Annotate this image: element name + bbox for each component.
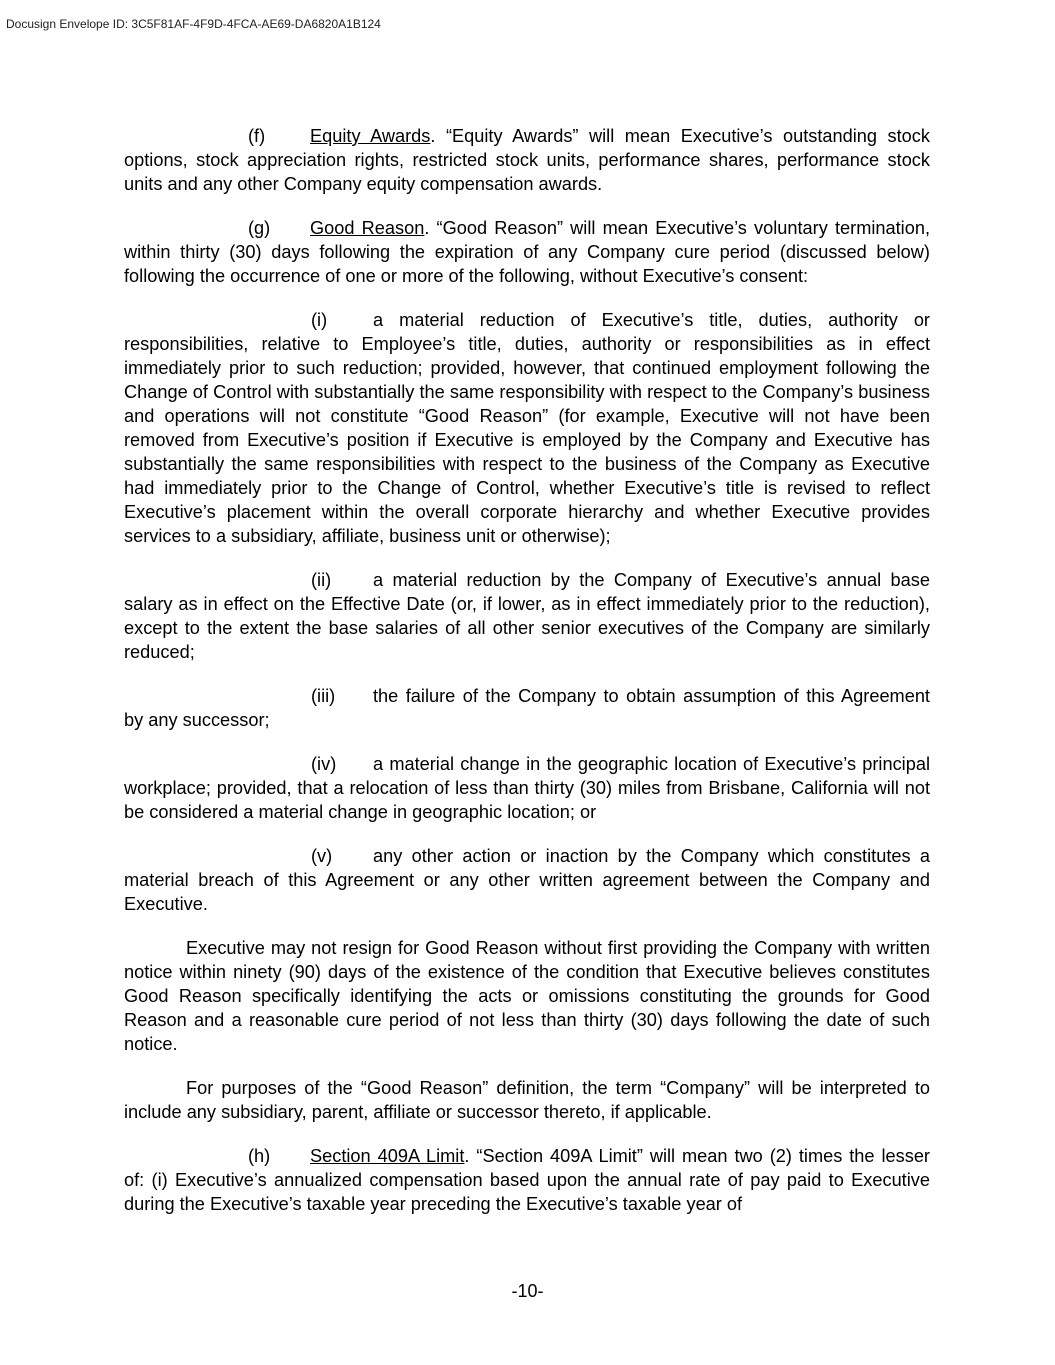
section-label: (h) <box>248 1146 271 1166</box>
section-heading: Equity Awards <box>310 126 431 146</box>
section-label: (f) <box>248 126 266 146</box>
document-body <box>124 124 930 1236</box>
section-text: . “Good Reason” will mean Executive’s voluntary termination, within thirty (30) days following the expiration of any Company cure period (discussed below) following the occurrence of one or more of the following, without Executive’s consent: <box>124 218 931 286</box>
item-text: a material reduction of Executive’s title, duties, authority or responsibilities, relative to Employee’s title, duties, authority or responsibilities as in effect immediately prior to such reduction; provided, however, that continued employment following the Change of Control with substantially the same responsibility with respect to the Company’s business and operations will not constitute “Good Reason” (for example, Executive will not have been removed from Executive’s position if Executive is employed by the Company and Executive has substantially the same responsibilities with respect to the business of the Company as Executive had immediately prior to the Change of Control, whether Executive’s title is revised to reflect Executive’s placement within the overall corporate hierarchy and whether Executive provides services to a subsidiary, affiliate, business unit or otherwise); <box>124 310 930 546</box>
item-text: a material change in the geographic location of Executive’s principal workplace; provided, that a relocation of less than thirty (30) miles from Brisbane, California will not be considered a material change in geographic location; or <box>124 754 930 822</box>
page-number: -10- <box>511 1281 544 1301</box>
item-label: (ii) <box>311 570 332 590</box>
section-text: . “Equity Awards” will mean Executive’s outstanding stock options, stock appreciation rights, restricted stock units, performance shares, performance stock units and any other Company equity compensation awards. <box>124 126 930 194</box>
good-reason-notice-paragraph: Executive may not resign for Good Reason without first providing the Company with written notice within ninety (90) days of the existence of the condition that Executive believes constitutes Good Reason specifically identifying the acts or omissions constituting the grounds for Good Reason and a reasonable cure period of not less than thirty (30) days following the date of such notice. <box>124 938 930 1054</box>
section-h-409a-limit <box>124 1144 930 1216</box>
section-text: . “Section 409A Limit” will mean two (2) times the lesser of: (i) Executive’s annualized compensation based upon the annual rate of pay paid to Executive during the Executive’s taxable year preceding the Executive’s taxable year of <box>124 1146 930 1214</box>
good-reason-item-v <box>124 844 930 916</box>
good-reason-item-ii <box>124 568 930 664</box>
section-g-good-reason <box>124 216 930 288</box>
section-heading: Good Reason <box>310 218 425 238</box>
section-heading: Section 409A Limit <box>310 1146 465 1166</box>
item-text: any other action or inaction by the Company which constitutes a material breach of this Agreement or any other written agreement between the Company and Executive. <box>124 846 930 914</box>
item-label: (iii) <box>311 686 336 706</box>
section-label: (g) <box>248 218 271 238</box>
docusign-envelope-id: Docusign Envelope ID: 3C5F81AF-4F9D-4FCA-AE69-DA6820A1B124 <box>6 17 381 31</box>
item-label: (i) <box>311 310 328 330</box>
good-reason-purposes-paragraph: For purposes of the “Good Reason” definition, the term “Company” will be interpreted to include any subsidiary, parent, affiliate or successor thereto, if applicable. <box>124 1078 930 1122</box>
good-reason-item-iv <box>124 752 930 824</box>
item-label: (v) <box>311 846 333 866</box>
good-reason-item-iii <box>124 684 930 732</box>
item-label: (iv) <box>311 754 337 774</box>
good-reason-item-i <box>124 308 930 548</box>
item-text: a material reduction by the Company of Executive’s annual base salary as in effect on the Effective Date (or, if lower, as in effect immediately prior to the reduction), except to the extent the base salaries of all other senior executives of the Company are similarly reduced; <box>124 570 930 662</box>
item-text: the failure of the Company to obtain assumption of this Agreement by any successor; <box>124 686 930 730</box>
section-f-equity-awards <box>124 124 930 196</box>
